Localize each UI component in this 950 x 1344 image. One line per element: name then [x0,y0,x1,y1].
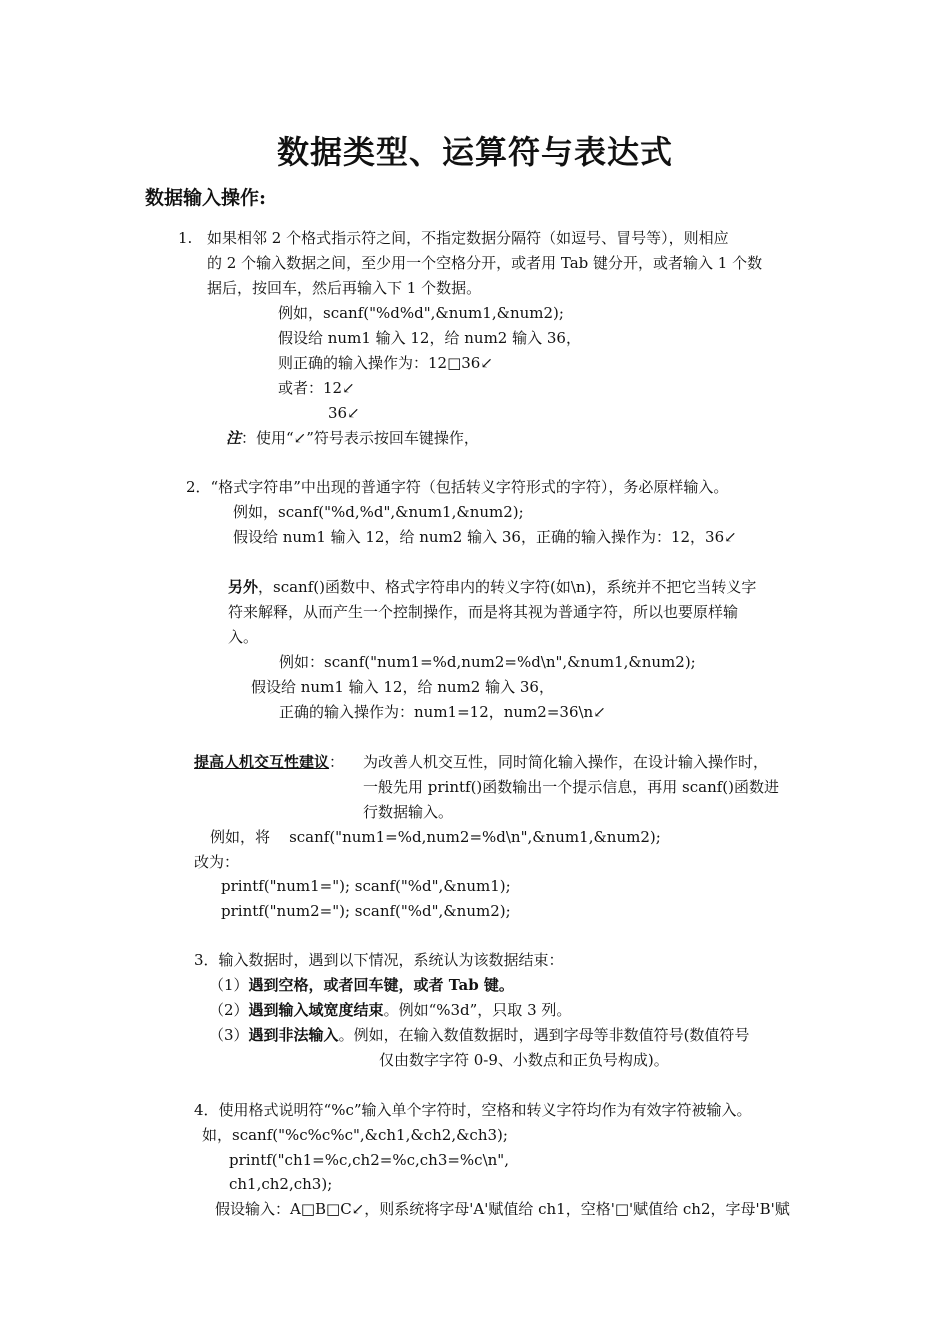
case-prefix: （1） [209,976,249,994]
case-rest: 。例如“%3d”，只取 3 列。 [383,1001,572,1019]
item4-line: ch1,ch2,ch3); [229,1175,333,1193]
item2-also-line: 符来解释，从而产生一个控制操作，而是将其视为普通字符，所以也要原样输 [228,603,739,621]
item1-line: 的 2 个输入数据之间，至少用一个空格分开，或者用 Tab 键分开，或者输入 1 个数 [207,254,763,272]
case-bold: 遇到非法输入 [248,1026,339,1044]
case-rest: 。例如，在输入数值数据时，遇到字母等非数值符号(数值符号 [338,1026,750,1044]
item3-case3 [209,1025,749,1045]
item4-line: 如，scanf("%c%c%c",&ch1,&ch2,&ch3); [202,1126,508,1144]
item2-example: 正确的输入操作为：num1=12，num2=36\n↙ [279,703,606,721]
item2-line: 例如，scanf("%d,%d",&num1,&num2); [233,503,524,521]
item2-example: 例如：scanf("num1=%d,num2=%d\n",&num1,&num2); [279,653,696,671]
section-heading: 数据输入操作: [145,187,267,209]
item4-line: 4．使用格式说明符“%c”输入单个字符时，空格和转义字符均作为有效字符被输入。 [194,1101,752,1119]
case-bold: 遇到输入域宽度结束 [248,1001,384,1019]
item1-note [226,428,479,448]
tip-line: 为改善人机交互性，同时简化输入操作，在设计输入操作时， [363,753,769,771]
item1-example: 则正确的输入操作为：12□36↙ [278,354,493,372]
tip-code: printf("num1="); scanf("%d",&num1); [221,877,511,895]
item1-example: 例如，scanf("%d%d",&num1,&num2); [278,304,564,322]
item3-case3-cont: 仅由数字字符 0-9、小数点和正负号构成)。 [379,1051,669,1069]
tip-line: 一般先用 printf()函数输出一个提示信息，再用 scanf()函数进 [363,778,780,796]
item2-example: 假设给 num1 输入 12，给 num2 输入 36， [251,678,554,696]
tip-code: printf("num2="); scanf("%d",&num2); [221,902,511,920]
item2-also-line: 入。 [228,628,259,646]
item2-line: 假设给 num1 输入 12，给 num2 输入 36，正确的输入操作为：12，36↙ [233,528,737,546]
tip-example: 例如，将 scanf("num1=%d,num2=%d\n",&num1,&num2); [210,828,661,846]
tip-label: 提高人机交互性建议 [194,753,330,771]
item2-line: 2．“格式字符串”中出现的普通字符（包括转义字符形式的字符），务必原样输入。 [186,478,729,496]
tip-line: 行数据输入。 [363,803,454,821]
item1-example: 或者：12↙ [278,379,355,397]
item3-case2 [209,1000,571,1020]
tip-label-line [194,752,344,772]
case-prefix: （2） [209,1001,249,1019]
item1-example: 36↙ [328,404,360,422]
note-label: 注 [226,429,242,447]
note-text: ：使用“↙”符号表示按回车键操作， [241,429,479,447]
item2-also [228,577,756,597]
item3-intro: 3．输入数据时，遇到以下情况，系统认为该数据结束： [194,951,564,969]
tip-change: 改为： [194,853,240,871]
item1-line: 如果相邻 2 个格式指示符之间，不指定数据分隔符（如逗号、冒号等），则相应 [207,229,729,247]
item3-case1 [209,975,514,995]
page-title: 数据类型、运算符与表达式 [276,133,673,171]
also-label: 另外 [228,578,259,596]
case-bold: 遇到空格，或者回车键，或者 Tab 键。 [248,976,514,994]
item4-line: 假设输入：A□B□C↙，则系统将字母'A'赋值给 ch1，空格'□'赋值给 ch2，字母'B'赋 [215,1200,790,1218]
item1-example: 假设给 num1 输入 12，给 num2 输入 36， [278,329,581,347]
item4-line: printf("ch1=%c,ch2=%c,ch3=%c\n", [229,1151,509,1169]
case-prefix: （3） [209,1026,249,1044]
item1-line: 据后，按回车，然后再输入下 1 个数据。 [207,279,482,297]
item1-number: 1. [178,229,193,247]
tip-colon: ： [329,753,345,771]
also-text: ，scanf()函数中、格式字符串内的转义字符(如\n)，系统并不把它当转义字 [258,578,757,596]
